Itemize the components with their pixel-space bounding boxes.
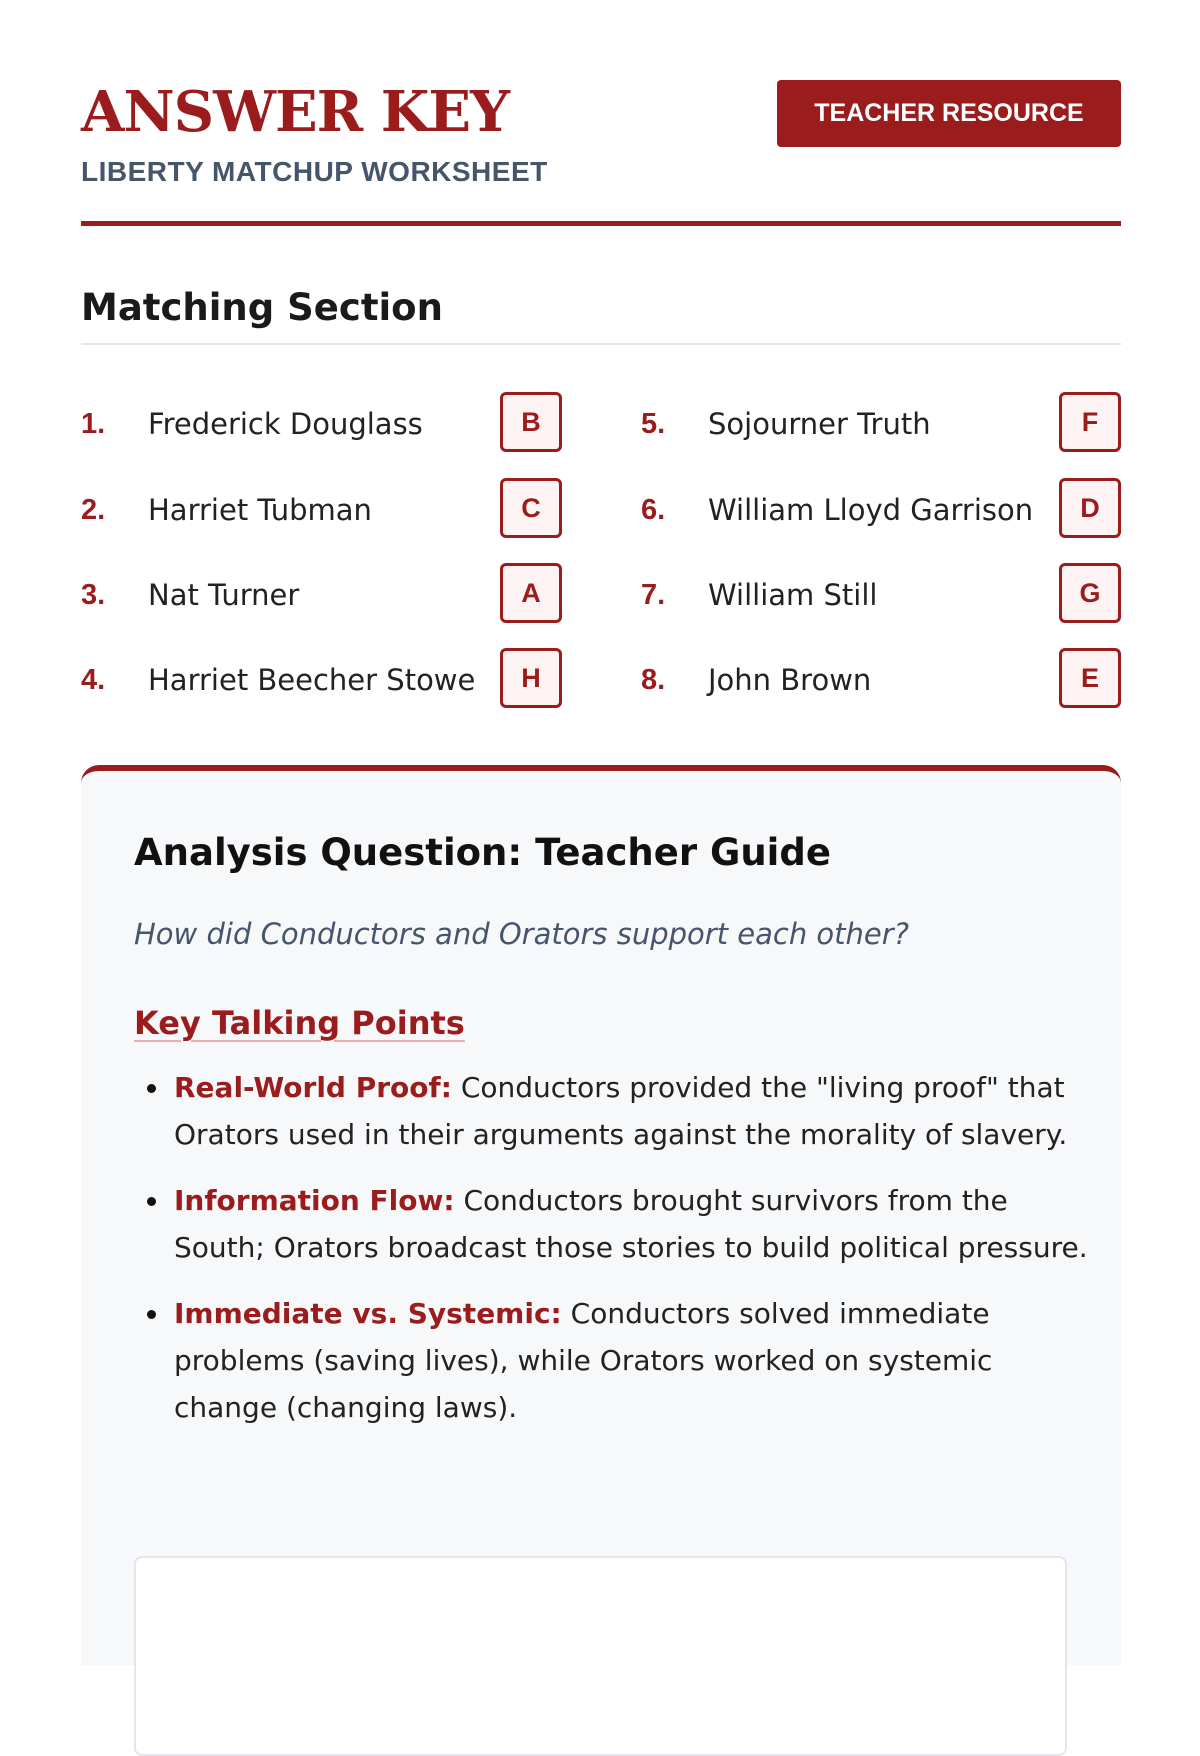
match-answer-box: G — [1059, 563, 1121, 623]
match-person-name: Nat Turner — [148, 578, 300, 612]
match-number: 7. — [641, 578, 666, 611]
notes-box — [134, 1556, 1067, 1756]
match-item-6 — [641, 478, 1121, 542]
teacher-resource-badge: TEACHER RESOURCE — [777, 80, 1121, 147]
match-person-name: Sojourner Truth — [708, 407, 931, 441]
match-number: 5. — [641, 407, 666, 440]
match-item-5 — [641, 392, 1121, 456]
match-item-2 — [81, 478, 562, 542]
match-person-name: Harriet Tubman — [148, 493, 372, 527]
page-title: ANSWER KEY — [81, 79, 510, 145]
talking-points-list — [134, 1064, 1094, 1450]
match-answer-box: A — [500, 563, 562, 623]
match-answer-box: H — [500, 648, 562, 708]
match-answer-box: F — [1059, 392, 1121, 452]
match-answer-box: C — [500, 478, 562, 538]
match-number: 8. — [641, 663, 666, 696]
match-number: 1. — [81, 407, 106, 440]
match-item-3 — [81, 563, 562, 627]
match-number: 6. — [641, 493, 666, 526]
match-item-8 — [641, 648, 1121, 712]
match-person-name: William Lloyd Garrison — [708, 493, 1034, 527]
match-answer-box: B — [500, 392, 562, 452]
match-item-7 — [641, 563, 1121, 627]
analysis-title: Analysis Question: Teacher Guide — [134, 831, 831, 874]
talking-point — [174, 1064, 1094, 1158]
talking-points-heading: Key Talking Points — [134, 1004, 465, 1042]
page-header — [81, 80, 1121, 226]
match-person-name: Frederick Douglass — [148, 407, 423, 441]
match-answer-box: E — [1059, 648, 1121, 708]
match-item-4 — [81, 648, 562, 712]
match-number: 3. — [81, 578, 106, 611]
match-person-name: Harriet Beecher Stowe — [148, 663, 476, 697]
match-person-name: William Still — [708, 578, 878, 612]
match-answer-box: D — [1059, 478, 1121, 538]
match-number: 4. — [81, 663, 106, 696]
analysis-card — [81, 765, 1121, 1665]
match-person-name: John Brown — [708, 663, 872, 697]
talking-point-text: Conductors brought survivors from the South; Orators broadcast those stories to build political pressure. — [174, 1184, 1088, 1264]
matching-section-title: Matching Section — [81, 286, 1121, 345]
talking-point-text: Conductors solved immediate problems (saving lives), while Orators worked on systemic change (changing laws). — [174, 1297, 993, 1424]
talking-point — [174, 1290, 1094, 1431]
match-number: 2. — [81, 493, 106, 526]
analysis-question: How did Conductors and Orators support each other? — [134, 917, 910, 951]
talking-point-label: Real-World Proof: — [174, 1071, 452, 1104]
talking-point-label: Immediate vs. Systemic: — [174, 1297, 562, 1330]
worksheet-subtitle: LIBERTY MATCHUP WORKSHEET — [81, 156, 548, 187]
talking-point-text: Conductors provided the "living proof" that Orators used in their arguments against the morality of slavery. — [174, 1071, 1068, 1151]
talking-point — [174, 1177, 1094, 1271]
talking-point-label: Information Flow: — [174, 1184, 455, 1217]
match-item-1 — [81, 392, 562, 456]
